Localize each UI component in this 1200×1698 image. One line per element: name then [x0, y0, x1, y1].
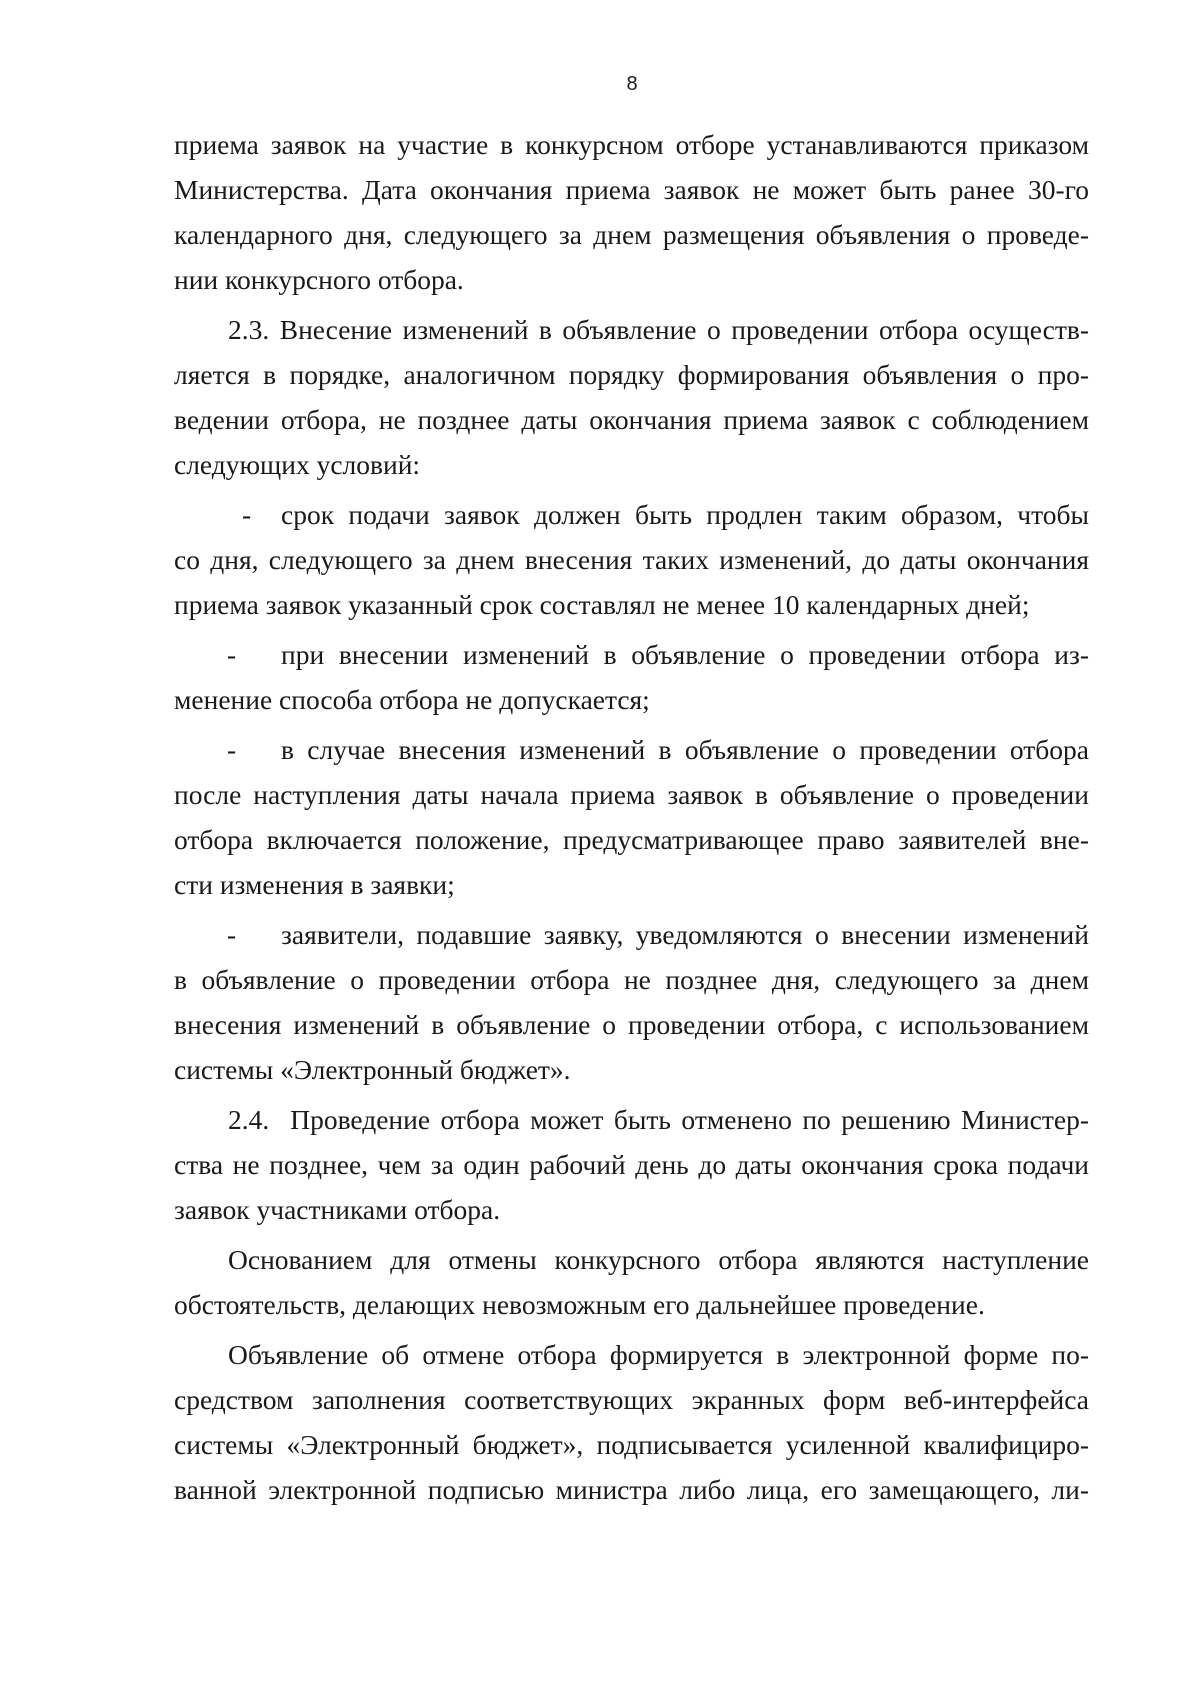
text-line: календарного дня, следующего за днем размещения объявления о проведе-	[174, 219, 1089, 250]
bullet-item	[174, 492, 1089, 627]
bullet-item	[174, 912, 1089, 1092]
page-number: 8	[626, 73, 638, 95]
text-line: нии конкурсного отбора.	[174, 264, 464, 295]
paragraph-2-3	[174, 307, 1089, 487]
bullet-dash: -	[242, 499, 252, 530]
text-line: отбора включается положение, предусматривающее право заявителей вне-	[174, 824, 1089, 855]
text-line: ванной электронной подписью министра либо лица, его замещающего, ли-	[174, 1474, 1089, 1505]
text-line: 2.4. Проведение отбора может быть отменено по решению Министер-	[228, 1104, 1089, 1135]
bullet-text: при внесении изменений в объявление о проведении отбора из-	[281, 639, 1089, 670]
text-line: системы «Электронный бюджет», подписывается усиленной квалифициро-	[174, 1429, 1089, 1460]
text-line: ляется в порядке, аналогичном порядку формирования объявления о про-	[174, 359, 1089, 390]
document-body	[174, 122, 1089, 1512]
text-line: Министерства. Дата окончания приема заявок не может быть ранее 30-го	[174, 174, 1089, 205]
bullet-item	[174, 727, 1089, 907]
text-line: в объявление о проведении отбора не позднее дня, следующего за днем	[174, 964, 1089, 995]
bullet-dash: -	[227, 919, 237, 950]
text-line: после наступления даты начала приема заявок в объявление о проведении	[174, 779, 1089, 810]
bullet-text: срок подачи заявок должен быть продлен таким образом, чтобы	[281, 499, 1089, 530]
text-line: 2.3. Внесение изменений в объявление о проведении отбора осуществ-	[228, 314, 1089, 345]
text-line: системы «Электронный бюджет».	[174, 1054, 571, 1085]
text-line: средством заполнения соответствующих экранных форм веб-интерфейса	[174, 1384, 1089, 1415]
bullet-item	[174, 632, 1089, 722]
bullet-text: заявители, подавшие заявку, уведомляются о внесении изменений	[281, 919, 1089, 950]
text-line: ства не позднее, чем за один рабочий день до даты окончания срока подачи	[174, 1149, 1089, 1180]
text-line: ведении отбора, не позднее даты окончания приема заявок с соблюдением	[174, 404, 1089, 435]
text-line: сти изменения в заявки;	[174, 869, 455, 900]
text-line: внесения изменений в объявление о проведении отбора, с использованием	[174, 1009, 1089, 1040]
paragraph-grounds	[174, 1237, 1089, 1327]
text-line: со дня, следующего за днем внесения таких изменений, до даты окончания	[174, 544, 1089, 575]
paragraph-cancel-notice	[174, 1332, 1089, 1512]
text-line: следующих условий:	[174, 449, 421, 480]
bullet-text: в случае внесения изменений в объявление о проведении отбора	[281, 734, 1089, 765]
bullet-dash: -	[227, 639, 237, 670]
bullet-dash: -	[227, 734, 237, 765]
text-line: приема заявок на участие в конкурсном отборе устанавливаются приказом	[174, 129, 1089, 160]
text-line: Основанием для отмены конкурсного отбора являются наступление	[228, 1244, 1089, 1275]
text-line: Объявление об отмене отбора формируется в электронной форме по-	[228, 1339, 1089, 1370]
text-line: обстоятельств, делающих невозможным его дальнейшее проведение.	[174, 1289, 985, 1320]
text-line: приема заявок указанный срок составлял не менее 10 календарных дней;	[174, 589, 1030, 620]
paragraph-2-4	[174, 1097, 1089, 1232]
text-line: менение способа отбора не допускается;	[174, 684, 650, 715]
paragraph-intro	[174, 122, 1089, 302]
text-line: заявок участниками отбора.	[174, 1194, 501, 1225]
